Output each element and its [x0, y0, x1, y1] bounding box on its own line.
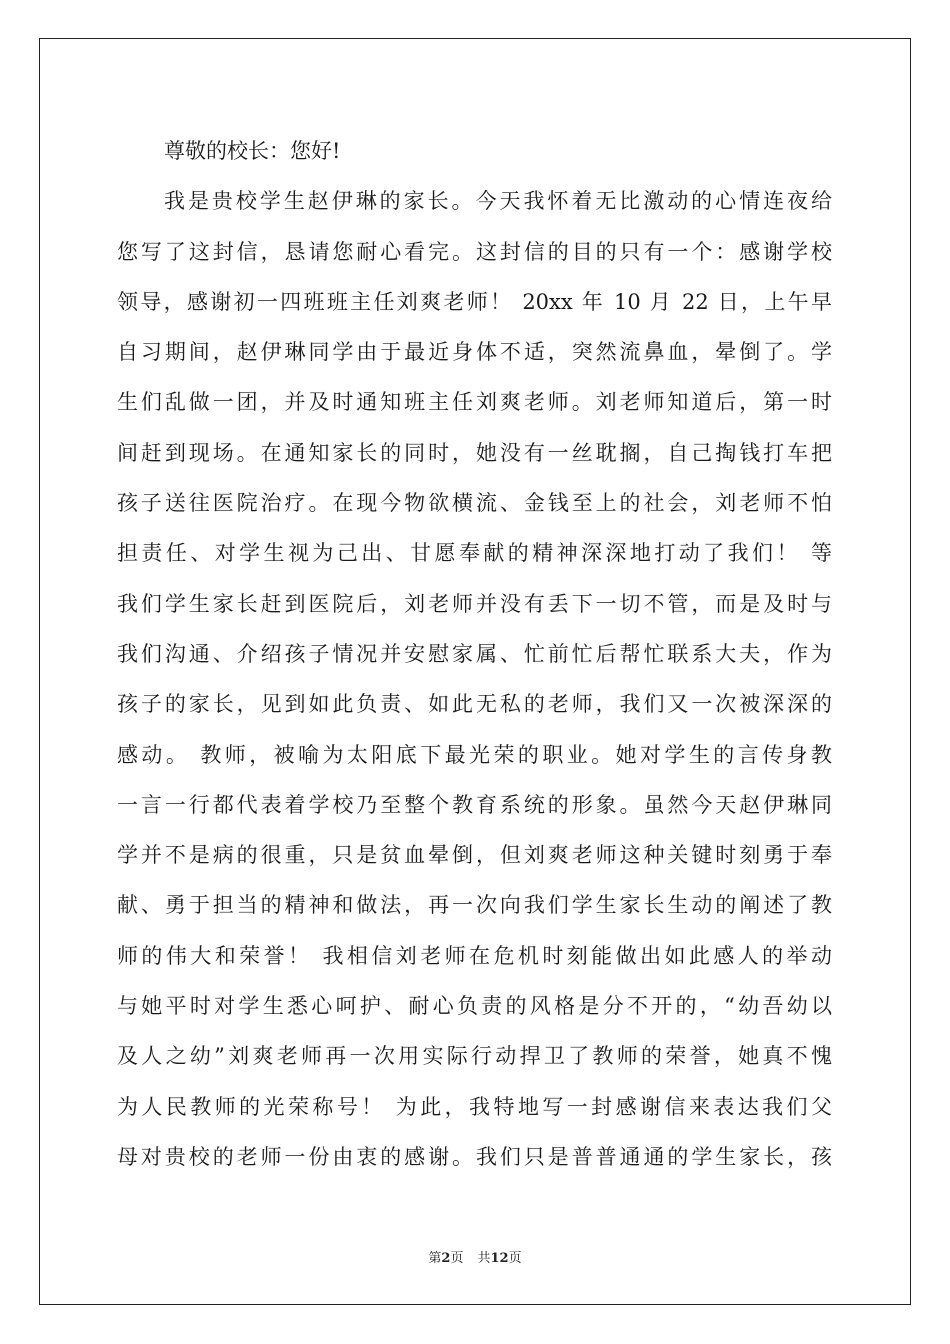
body-line: 我是贵校学生赵伊琳的家长。今天我怀着无比激动的心情连夜给	[164, 189, 832, 214]
body-line: 我们沟通、介绍孩子情况并安慰家属、忙前忙后帮忙联系大夫，作为	[117, 641, 832, 666]
body-line: 感动。 教师，被喻为太阳底下最光荣的职业。她对学生的言传身教	[117, 742, 832, 767]
body-line: 生们乱做一团，并及时通知班主任刘爽老师。刘老师知道后，第一时	[117, 390, 832, 415]
body-line: 献、勇于担当的精神和做法，再一次向我们学生家长生动的阐述了教	[117, 893, 832, 918]
body-line: 及人之幼”刘爽老师再一次用实际行动捍卫了教师的荣誉，她真不愧	[117, 1044, 832, 1069]
body-line: 孩子送往医院治疗。在现今物欲横流、金钱至上的社会，刘老师不怕	[117, 491, 832, 516]
body-line: 为人民教师的光荣称号！ 为此，我特地写一封感谢信来表达我们父	[117, 1094, 832, 1119]
body-line: 师的伟大和荣誉！ 我相信刘老师在危机时刻能做出如此感人的举动	[117, 943, 832, 968]
body-line: 担责任、对学生视为己出、甘愿奉献的精神深深地打动了我们！ 等	[117, 541, 832, 566]
total-pages: 12	[490, 1251, 509, 1266]
body-line: 一言一行都代表着学校乃至整个教育系统的形象。虽然今天赵伊琳同	[117, 792, 832, 817]
page-footer	[0, 1247, 950, 1266]
body-line: 学并不是病的很重，只是贫血晕倒，但刘爽老师这种关键时刻勇于奉	[117, 843, 832, 868]
greeting-line: 尊敬的校长：您好!	[164, 139, 341, 163]
body-line: 母对贵校的老师一份由衷的感谢。我们只是普普通通的学生家长，孩	[117, 1144, 832, 1169]
body-line: 与她平时对学生悉心呵护、耐心负责的风格是分不开的，“幼吾幼以	[117, 994, 832, 1019]
body-line: 自习期间，赵伊琳同学由于最近身体不适，突然流鼻血，晕倒了。学	[117, 340, 832, 365]
body-line: 孩子的家长，见到如此负责、如此无私的老师，我们又一次被深深的	[117, 692, 832, 717]
body-line: 您写了这封信，恳请您耐心看完。这封信的目的只有一个：感谢学校	[117, 239, 832, 264]
page-suffix: 页	[450, 1251, 464, 1266]
body-line: 我们学生家长赶到医院后，刘老师并没有丢下一切不管，而是及时与	[117, 591, 832, 616]
total-suffix: 页	[508, 1251, 522, 1266]
page-prefix: 第	[428, 1251, 442, 1266]
total-prefix: 共	[477, 1251, 491, 1266]
body-line: 间赶到现场。在通知家长的同时，她没有一丝耽搁，自己掏钱打车把	[117, 440, 832, 465]
page-number: 2	[441, 1251, 451, 1266]
body-line: 领导，感谢初一四班班主任刘爽老师！ 20xx 年 10 月 22 日，上午早	[117, 289, 832, 314]
letter-body	[117, 126, 832, 1182]
